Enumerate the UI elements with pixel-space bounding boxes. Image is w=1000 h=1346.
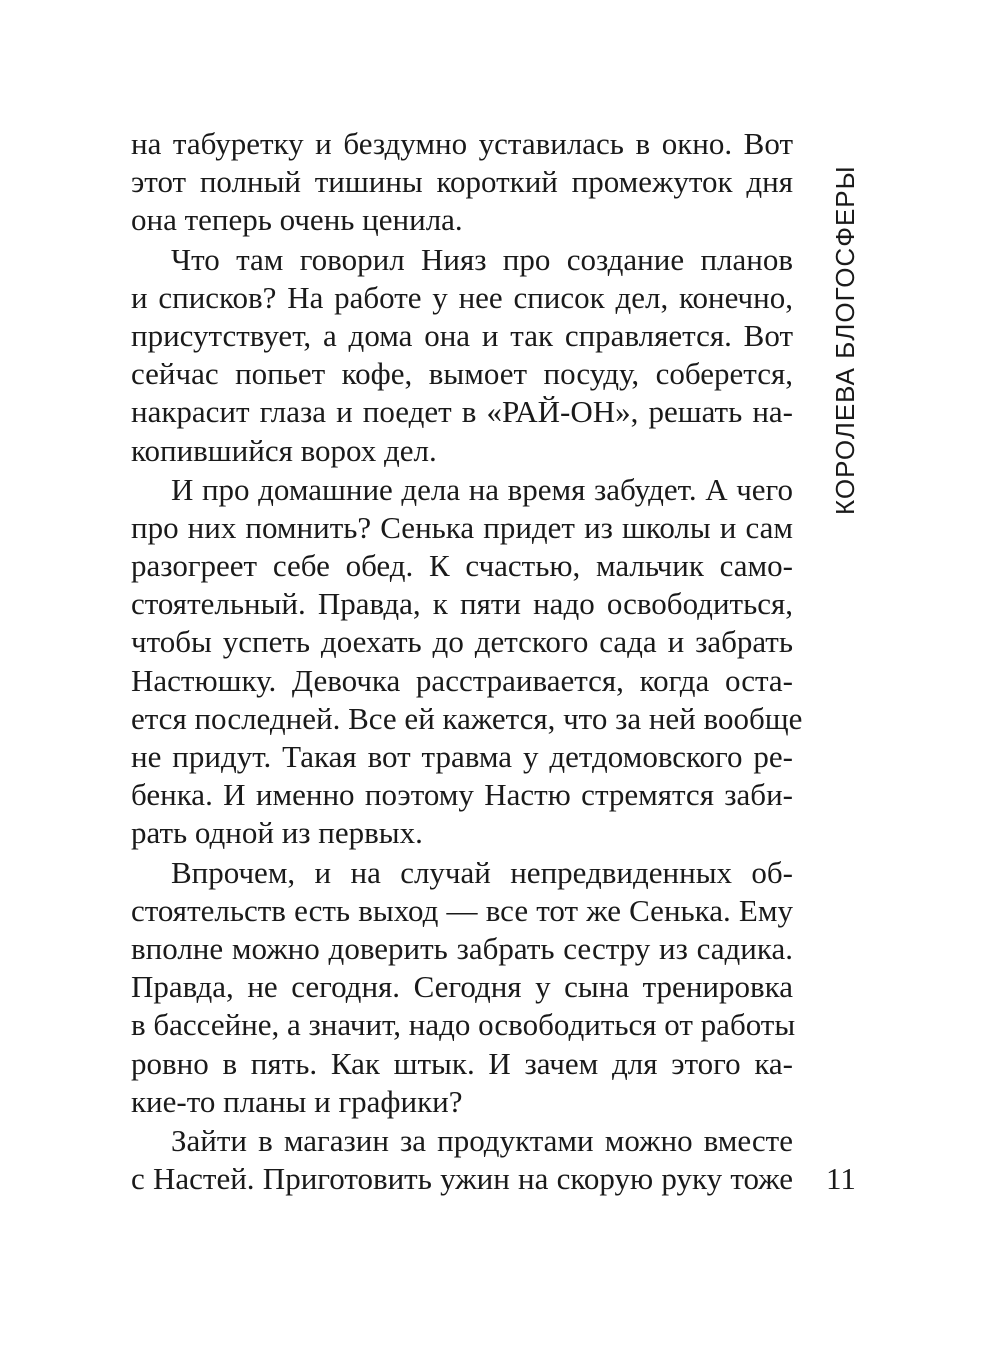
text-line: Правда, не сегодня. Сегодня у сына тренировка xyxy=(131,969,793,1005)
text-line: в бассейне, а значит, надо освободиться от работы xyxy=(131,1007,796,1043)
text-line: накрасит глаза и поедет в «РАЙ-ОН», решать на- xyxy=(131,394,793,430)
text-line: и списков? На работе у нее список дел, конечно, xyxy=(131,279,793,315)
text-line: ется последней. Все ей кажется, что за ней вообще xyxy=(131,700,803,736)
text-line: бенка. И именно поэтому Настю стремятся заби- xyxy=(131,777,793,813)
text-line: кие-то планы и графики? xyxy=(131,1083,463,1119)
text-line: не придут. Такая вот травма у детдомовского ре- xyxy=(131,739,793,774)
text-line: этот полный тишины короткий промежуток дня xyxy=(131,164,793,200)
text-line: она теперь очень ценила. xyxy=(131,202,463,238)
running-head: КОРОЛЕВА БЛОГОСФЕРЫ xyxy=(830,165,860,515)
text-line: с Настей. Приготовить ужин на скорую руку тоже xyxy=(131,1161,793,1197)
text-line: стоятельный. Правда, к пяти надо освободиться, xyxy=(131,586,793,622)
text-line: Настюшку. Девочка расстраивается, когда оста- xyxy=(131,662,793,698)
page-number: 11 xyxy=(826,1161,856,1196)
text-line: вполне можно доверить забрать сестру из садика. xyxy=(131,930,793,966)
body-text xyxy=(131,125,803,1198)
text-line: разогреет себе обед. К счастью, мальчик само- xyxy=(131,548,793,584)
text-line: чтобы успеть доехать до детского сада и забрать xyxy=(131,624,793,660)
text-line: Зайти в магазин за продуктами можно вместе xyxy=(171,1122,793,1158)
text-line: ровно в пять. Как штык. И зачем для этого ка- xyxy=(131,1045,793,1081)
text-line: на табуретку и бездумно уставилась в окно. Вот xyxy=(131,126,793,161)
text-line: копившийся ворох дел. xyxy=(131,432,437,468)
text-line: сейчас попьет кофе, вымоет посуду, соберется, xyxy=(131,356,793,392)
text-line: И про домашние дела на время забудет. А чего xyxy=(171,471,793,507)
text-line: Что там говорил Нияз про создание планов xyxy=(171,241,793,277)
text-line: рать одной из первых. xyxy=(131,815,423,851)
text-line: присутствует, а дома она и так справляется. Вот xyxy=(131,317,793,353)
text-line: Впрочем, и на случай непредвиденных об- xyxy=(171,854,793,890)
text-line: про них помнить? Сенька придет из школы и сам xyxy=(131,509,793,545)
text-line: стоятельств есть выход — все тот же Сенька. Ему xyxy=(131,892,793,928)
